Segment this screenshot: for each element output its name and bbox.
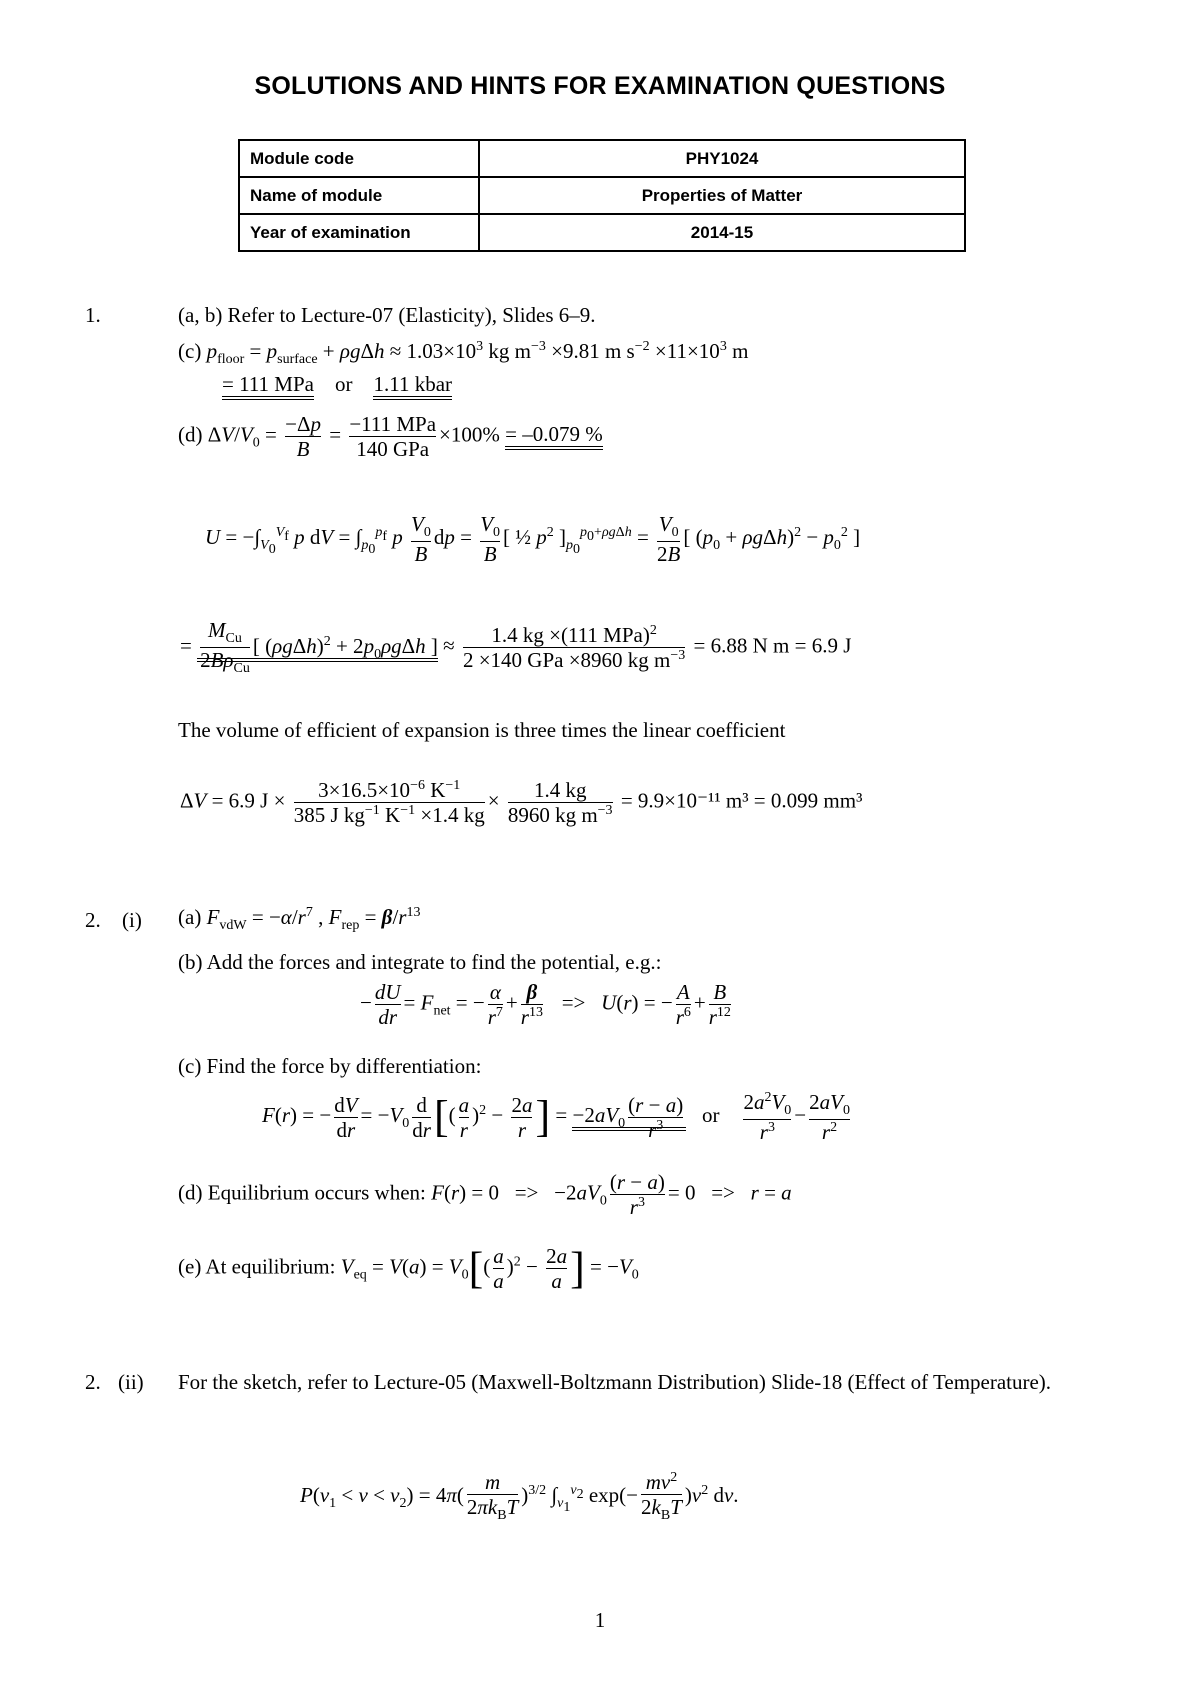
- q1-c-or: or: [334, 372, 353, 396]
- q1-c-result1: = 111 MPa: [222, 372, 314, 400]
- q1-d-label: (d): [178, 422, 203, 447]
- question-2ii-part: (ii): [118, 1370, 144, 1394]
- table-key: Module code: [239, 140, 479, 177]
- question-2ii-number: 2.: [85, 1370, 101, 1394]
- question-1-number: 1.: [85, 303, 101, 327]
- q1-c-line2: [222, 372, 452, 397]
- q1-c-label: (c): [178, 339, 202, 363]
- q2i-b-equation: − $\frac{dU}{dr}$ = $F_{net}$ = − $\frac{\alpha}{r^7}$ + $\frac{\beta}{r^{13}}$ => U(r) = − $\frac{A}{r^6}$ + $\frac{B}{r^{12}}$: [360, 980, 731, 1030]
- q2i-c-equation: F(r) = − $\frac{dV}{dr}$ = $-V_0$ $\frac{d}{dr}$ [( $\frac{a}{r}$ )$^2$ − $\frac{2a}{r}$ ] = $-2aV_0$ $\frac{(r - a)}{r^3}$ or $\frac{2a^2V_0}{r^3}$ − $\frac{2aV_0}{r^2}$: [262, 1090, 850, 1145]
- q1-note: The volume of efficient of expansion is three times the linear coefficient: [178, 718, 786, 742]
- q2i-c-text: (c) Find the force by differentiation:: [178, 1054, 482, 1078]
- q2i-a-forces: (a) $F_{vdW} = -\alpha/r^7$ , $F_{rep} = \beta/r^{13}$: [178, 905, 421, 934]
- q2i-e-text: (e) At equilibrium:: [178, 1254, 336, 1279]
- table-key: Name of module: [239, 177, 479, 214]
- question-2i-number: 2.: [85, 908, 101, 932]
- table-row: [239, 140, 965, 177]
- q2i-d-equation: (d) Equilibrium occurs when: $F(r) = 0 => -2aV_0$ $\frac{(r - a)}{r^3}$ = 0 => r = a: [178, 1170, 792, 1220]
- table-row: [239, 177, 965, 214]
- module-info-table: [238, 139, 966, 252]
- q2i-b-text: (b) Add the forces and integrate to find the potential, e.g.:: [178, 950, 662, 974]
- q1-c-result2: 1.11 kbar: [373, 372, 452, 400]
- page-title: SOLUTIONS AND HINTS FOR EXAMINATION QUESTIONS: [254, 72, 946, 100]
- page-number: 1: [594, 1608, 606, 1632]
- table-value: PHY1024: [479, 140, 965, 177]
- q1-ab-text: (a, b) Refer to Lecture-07 (Elasticity), Slides 6–9.: [178, 303, 596, 327]
- table-row: [239, 214, 965, 251]
- table-value: 2014-15: [479, 214, 965, 251]
- q2i-d-text: (d) Equilibrium occurs when:: [178, 1180, 426, 1205]
- question-2i-part: (i): [122, 908, 142, 932]
- q2ii-probability-equation: $P(v_1 < v < v_2) = 4\pi$( $\frac{m}{2\pi k_BT}$ )$^{3/2}$ $\int_{v_1}^{v_2}$ exp(− $\frac{mv^2}{2k_BT}$ )$v^2$ dv.: [300, 1470, 739, 1524]
- q1-energy-integral: $U = -\int_{V_0}^{V_f}$ p dV = $\int_{p_0}^{p_f}$ p $\frac{V_0}{B}$ dp = $\frac{V_0}{B}$ [ ½ $p^2$ ]$_{p_0}^{p_0+\rho g\Delta h}$ = $\frac{V_0}{2B}$ [ $(p_0 + \rho g\Delta h)^2 - p_0^2$ ]: [205, 512, 861, 567]
- table-key: Year of examination: [239, 214, 479, 251]
- q1-c-line1: (c) $p_{floor} = p_{surface} + \rho g\Delta h \approx 1.03\times 10^3$ kg $m^{-3} \times 9.81$ m $s^{-2} \times 11\times 10^3$ m: [178, 339, 749, 368]
- q1-volume-change: ΔV = 6.9 J × $\frac{3\times 16.5\times 10^{-6} K^{-1}}{385 J kg^{-1} K^{-1} \times 1.4 kg}$ × $\frac{1.4 kg}{8960 kg m^{-3}}$ = 9.9×10⁻¹¹ m³ = 0.099 mm³: [180, 778, 863, 828]
- table-value: Properties of Matter: [479, 177, 965, 214]
- q1-d-result: = –0.079 %: [505, 422, 603, 450]
- q1-energy-result: = $\frac{M_{Cu}}{2B\rho_{Cu}}$ [ $(\rho g\Delta h)^2 + 2p_0\rho g\Delta h$ ] ≈ $\frac{1.4 kg \times(111 MPa)^2}{2 \times 140 GPa \times 8960 kg m^{-3}}$ = 6.88 N m = 6.9 J: [180, 618, 852, 677]
- q2ii-text: For the sketch, refer to Lecture-05 (Maxwell-Boltzmann Distribution) Slide-18 (Effect of Temperature).: [178, 1370, 1052, 1394]
- q1-energy-value: = 6.88 N m = 6.9 J: [693, 633, 852, 658]
- q2i-e-equation: (e) At equilibrium: $V_{eq} = V(a) = V_0$[( $\frac{a}{a}$ )$^2$ − $\frac{2a}{a}$ ] = $-V_0$: [178, 1243, 639, 1294]
- q2i-a-label: (a): [178, 905, 202, 929]
- q1-d-equation: (d) $\Delta V/V_0$ = $\frac{-\Delta p}{B}$ = $\frac{\text{−111 MPa}}{\text{140 GPa}}$ ×100% = –0.079 %: [178, 412, 603, 462]
- q1-volume-value: = 9.9×10⁻¹¹ m³ = 0.099 mm³: [620, 788, 863, 813]
